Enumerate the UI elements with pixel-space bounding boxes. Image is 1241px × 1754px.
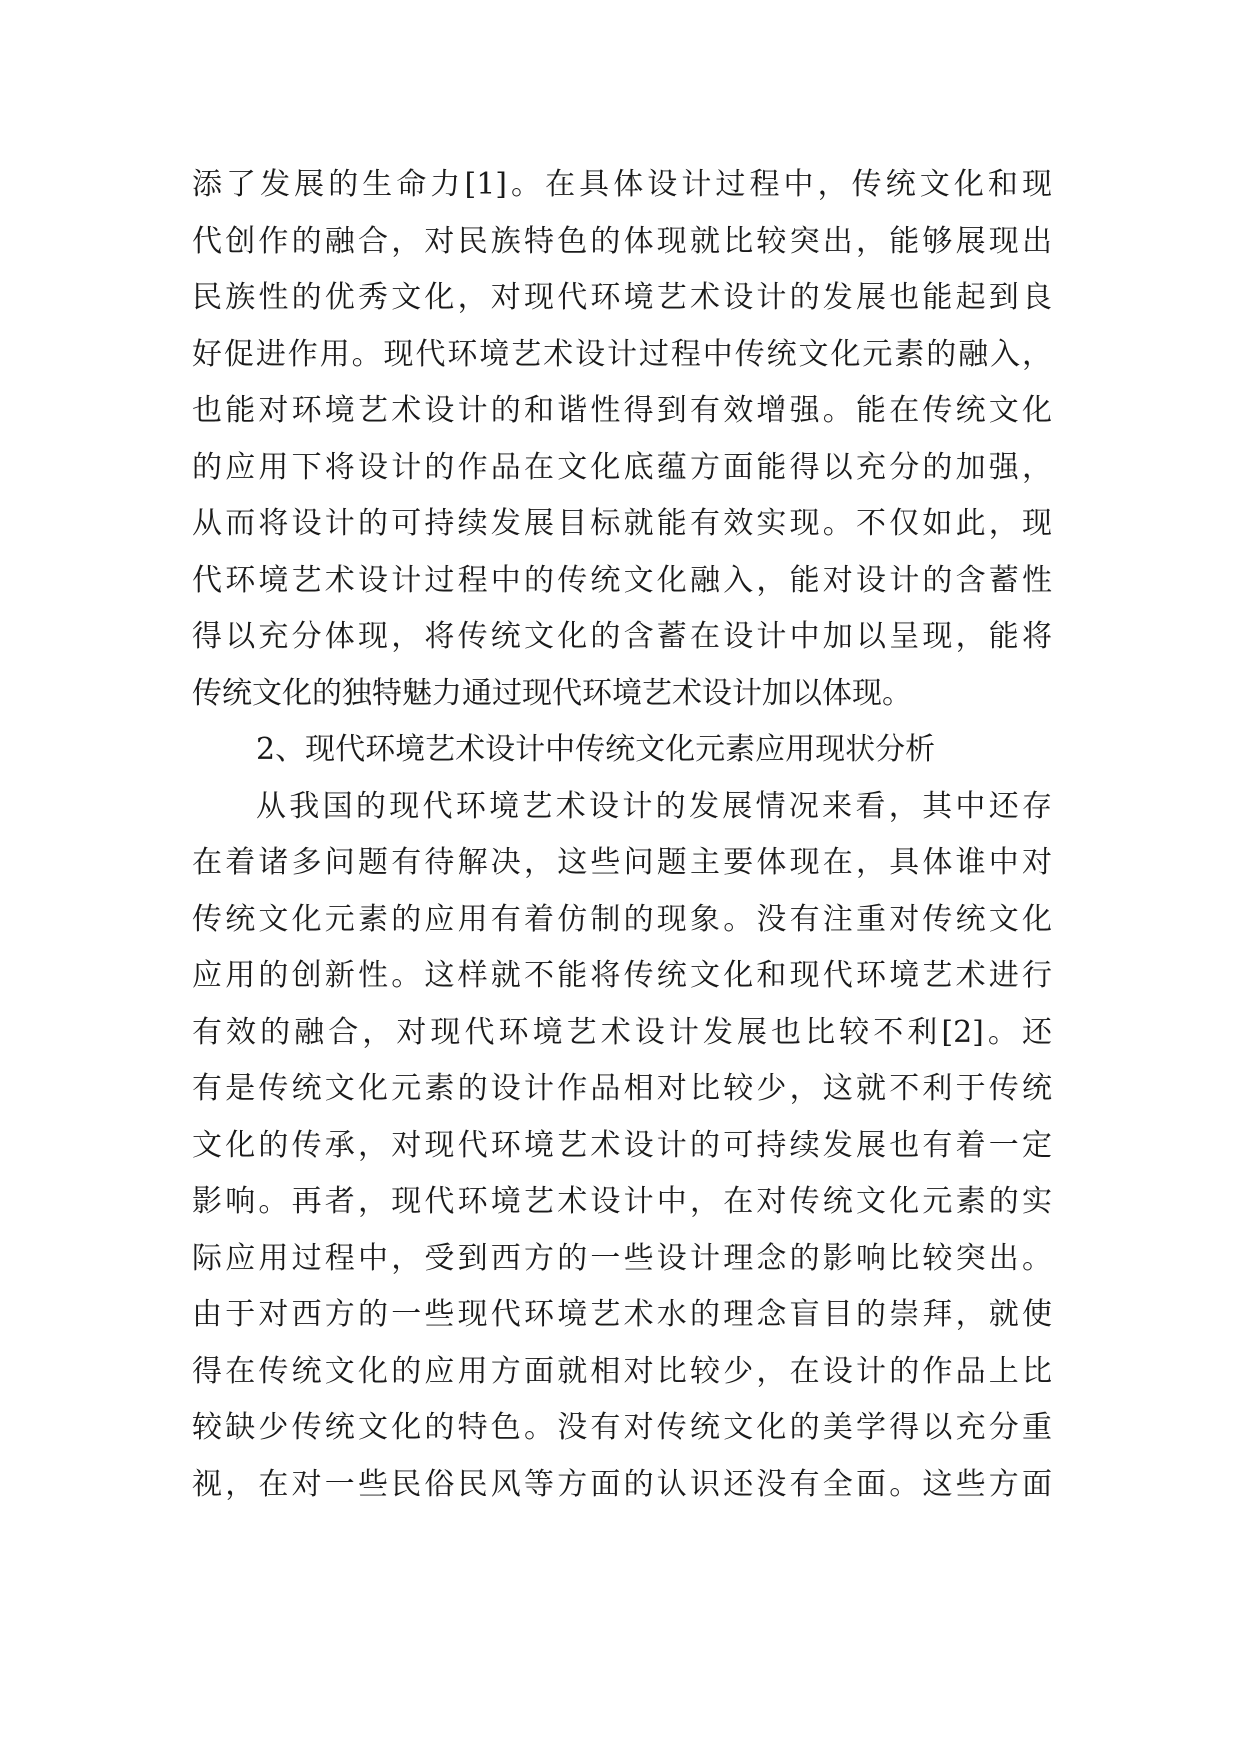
document-body <box>192 157 1052 1513</box>
paragraph-line: 在着诸多问题有待解决，这些问题主要体现在，具体谁中对 <box>192 845 1052 880</box>
paragraph-line: 添了发展的生命力[1]。在具体设计过程中，传统文化和现 <box>192 167 1052 202</box>
paragraph-line: 得以充分体现，将传统文化的含蓄在设计中加以呈现，能将 <box>192 619 1052 654</box>
paragraph-line: 也能对环境艺术设计的和谐性得到有效增强。能在传统文化 <box>192 393 1052 428</box>
section-heading: 2、现代环境艺术设计中传统文化元素应用现状分析 <box>256 732 936 767</box>
paragraph-line: 从而将设计的可持续发展目标就能有效实现。不仅如此，现 <box>192 506 1052 541</box>
paragraph-line: 好促进作用。现代环境艺术设计过程中传统文化元素的融入， <box>192 336 1052 372</box>
paragraph-line: 际应用过程中，受到西方的一些设计理念的影响比较突出。 <box>192 1240 1052 1276</box>
paragraph-line: 有是传统文化元素的设计作品相对比较少，这就不利于传统 <box>192 1071 1052 1106</box>
paragraph-line: 从我国的现代环境艺术设计的发展情况来看，其中还存 <box>256 788 1052 824</box>
paragraph-line: 传统文化的独特魅力通过现代环境艺术设计加以体现。 <box>192 675 912 711</box>
paragraph-line: 得在传统文化的应用方面就相对比较少，在设计的作品上比 <box>192 1353 1052 1389</box>
paragraph-line: 的应用下将设计的作品在文化底蕴方面能得以充分的加强， <box>192 449 1052 485</box>
paragraph-line: 传统文化元素的应用有着仿制的现象。没有注重对传统文化 <box>192 901 1052 937</box>
paragraph-2 <box>192 779 1052 1514</box>
paragraph-line: 代创作的融合，对民族特色的体现就比较突出，能够展现出 <box>192 223 1052 259</box>
paragraph-line: 由于对西方的一些现代环境艺术水的理念盲目的崇拜，就使 <box>192 1297 1052 1332</box>
paragraph-line: 视，在对一些民俗民风等方面的认识还没有全面。这些方面 <box>192 1466 1052 1502</box>
paragraph-line: 民族性的优秀文化，对现代环境艺术设计的发展也能起到良 <box>192 280 1052 315</box>
paragraph-line: 代环境艺术设计过程中的传统文化融入，能对设计的含蓄性 <box>192 562 1052 598</box>
paragraph-line: 应用的创新性。这样就不能将传统文化和现代环境艺术进行 <box>192 958 1052 993</box>
paragraph-line: 有效的融合，对现代环境艺术设计发展也比较不利[2]。还 <box>192 1014 1052 1050</box>
paragraph-line: 较缺少传统文化的特色。没有对传统文化的美学得以充分重 <box>192 1410 1052 1445</box>
paragraph-line: 影响。再者，现代环境艺术设计中，在对传统文化元素的实 <box>192 1184 1052 1219</box>
paragraph-1 <box>192 157 1052 722</box>
paragraph-line: 文化的传承，对现代环境艺术设计的可持续发展也有着一定 <box>192 1127 1052 1163</box>
